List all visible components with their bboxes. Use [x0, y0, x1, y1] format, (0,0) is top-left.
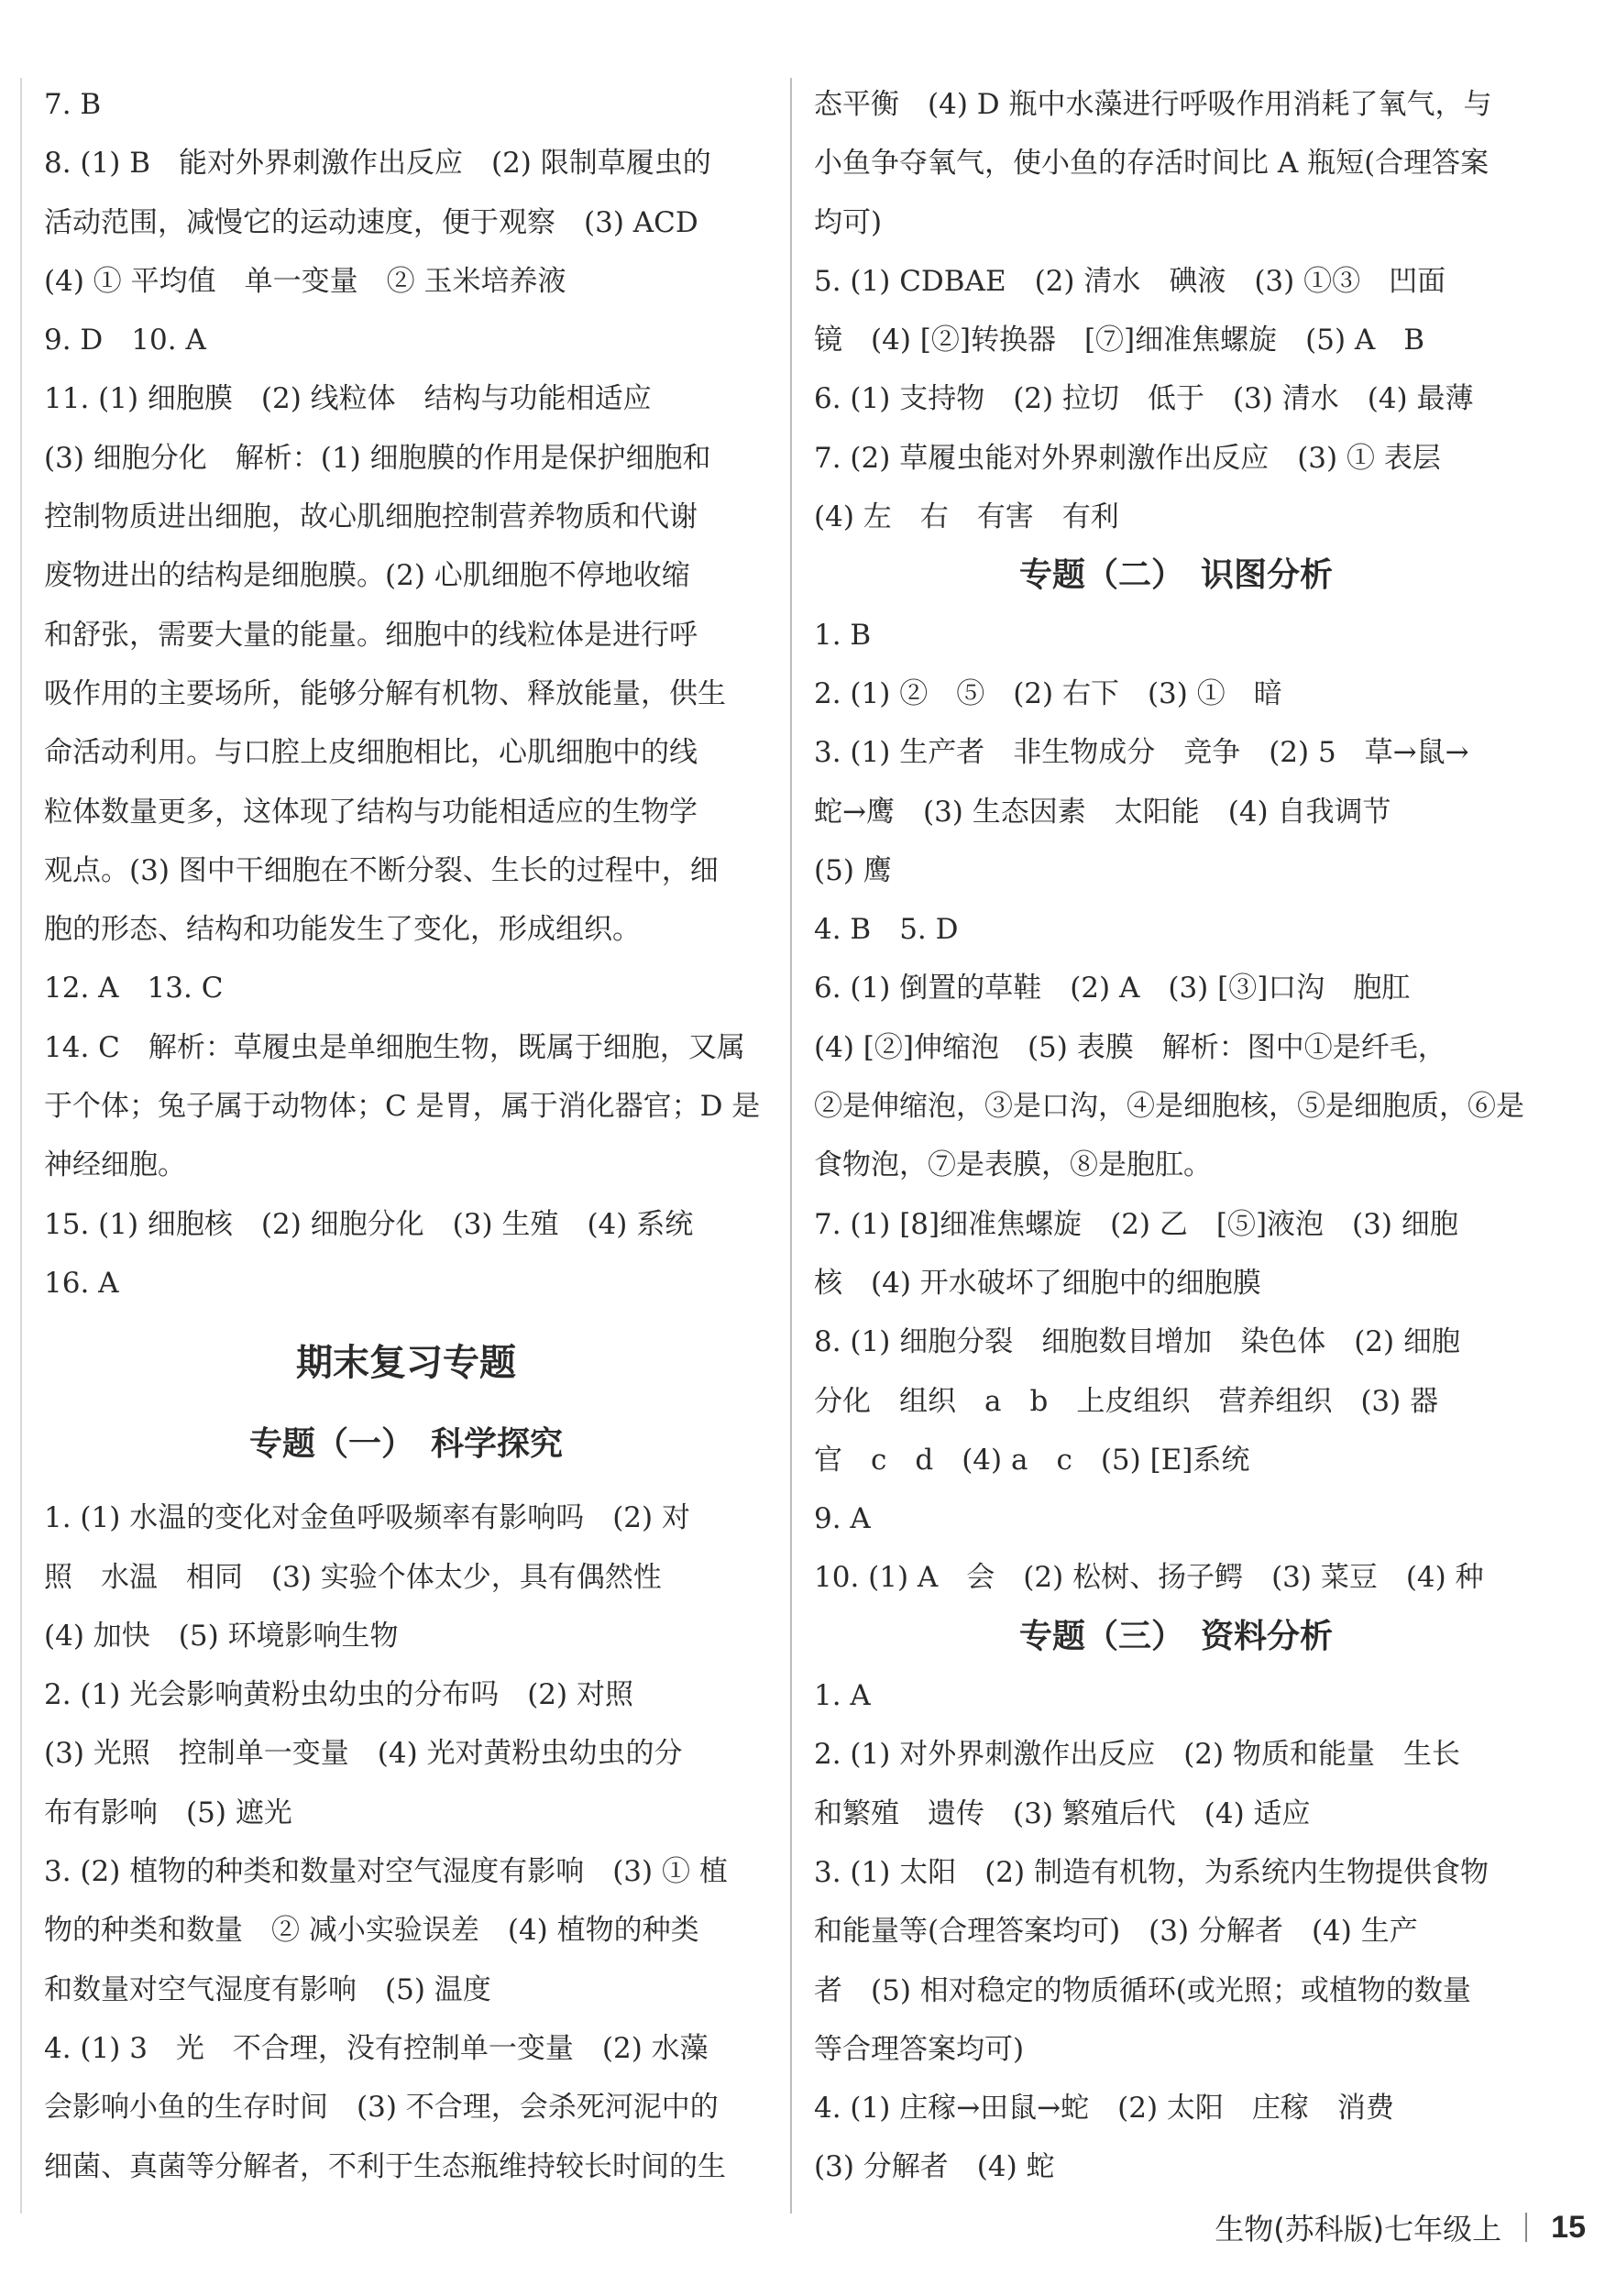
- answer-line: 3. (1) 生产者 非生物成分 竞争 (2) 5 草→鼠→: [814, 736, 1469, 770]
- answer-line: 会影响小鱼的生存时间 (3) 不合理，会杀死河泥中的: [44, 2091, 719, 2125]
- answer-line: 16. A: [44, 1266, 119, 1300]
- answer-line: 观点。(3) 图中干细胞在不断分裂、生长的过程中，细: [44, 853, 719, 887]
- answer-line: 7. (2) 草履虫能对外界刺激作出反应 (3) ① 表层: [814, 441, 1441, 475]
- column-divider: [790, 78, 792, 2214]
- answer-line: 均可): [814, 205, 883, 239]
- section-title: 期末复习专题: [296, 1342, 516, 1385]
- answer-line: 11. (1) 细胞膜 (2) 线粒体 结构与功能相适应: [44, 382, 652, 416]
- answer-line: 布有影响 (5) 遮光: [44, 1796, 292, 1829]
- answer-line: 12. A 13. C: [44, 972, 224, 1005]
- page-number: 15: [1551, 2209, 1586, 2245]
- answer-line: 命活动利用。与口腔上皮细胞相比，心肌细胞中的线: [44, 736, 698, 770]
- answer-line: 1. A: [814, 1679, 871, 1713]
- answer-line: 6. (1) 倒置的草鞋 (2) A (3) [③]口沟 胞肛: [814, 972, 1411, 1005]
- answer-line: 神经细胞。: [44, 1148, 186, 1182]
- answer-line: (4) ① 平均值 单一变量 ② 玉米培养液: [44, 264, 566, 298]
- answer-line: 2. (1) ② ⑤ (2) 右下 (3) ① 暗: [814, 676, 1282, 710]
- answer-line: 5. (1) CDBAE (2) 清水 碘液 (3) ①③ 凹面: [814, 264, 1446, 298]
- answer-line: 控制物质进出细胞，故心肌细胞控制营养物质和代谢: [44, 500, 698, 534]
- answer-line: (4) [②]伸缩泡 (5) 表膜 解析：图中①是纤毛，: [814, 1030, 1446, 1064]
- answer-line: 1. (1) 水温的变化对金鱼呼吸频率有影响吗 (2) 对: [44, 1501, 690, 1535]
- answer-line: 1. B: [814, 618, 872, 652]
- answer-line: 4. (1) 庄稼→田鼠→蛇 (2) 太阳 庄稼 消费: [814, 2092, 1394, 2126]
- left-column: [44, 75, 768, 2196]
- answer-line: 2. (1) 光会影响黄粉虫幼虫的分布吗 (2) 对照: [44, 1678, 633, 1712]
- answer-line: 蛇→鹰 (3) 生态因素 太阳能 (4) 自我调节: [814, 795, 1391, 829]
- answer-line: 细菌、真菌等分解者，不利于生态瓶维持较长时间的生: [44, 2149, 726, 2183]
- answer-line: 食物泡，⑦是表膜，⑧是胞肛。: [814, 1148, 1212, 1182]
- topic-heading: 专题（三） 资料分析: [1018, 1617, 1333, 1655]
- footer-separator: [1525, 2213, 1527, 2242]
- right-column: [814, 75, 1538, 2197]
- answer-line: (4) 加快 (5) 环境影响生物: [44, 1619, 399, 1653]
- answer-line: 7. (1) [8]细准焦螺旋 (2) 乙 [⑤]液泡 (3) 细胞: [814, 1207, 1458, 1241]
- answer-line: 和数量对空气湿度有影响 (5) 温度: [44, 1972, 491, 2006]
- answer-line: 核 (4) 开水破坏了细胞中的细胞膜: [814, 1266, 1261, 1300]
- answer-line: 和能量等(合理答案均可) (3) 分解者 (4) 生产: [814, 1915, 1418, 1949]
- answer-line: 分化 组织 a b 上皮组织 营养组织 (3) 器: [814, 1384, 1439, 1418]
- answer-line: 15. (1) 细胞核 (2) 细胞分化 (3) 生殖 (4) 系统: [44, 1207, 694, 1241]
- answer-line: 4. B 5. D: [814, 913, 959, 947]
- page-footer: [1155, 2204, 1586, 2250]
- answer-line: ②是伸缩泡，③是口沟，④是细胞核，⑤是细胞质，⑥是: [814, 1090, 1524, 1124]
- topic-heading: 专题（一） 科学探究: [248, 1425, 563, 1464]
- answer-line: 9. A: [814, 1502, 871, 1536]
- answer-line: (3) 细胞分化 解析：(1) 细胞膜的作用是保护细胞和: [44, 441, 711, 475]
- answer-line: 8. (1) 细胞分裂 细胞数目增加 染色体 (2) 细胞: [814, 1325, 1460, 1359]
- answer-line: (4) 左 右 有害 有利: [814, 500, 1119, 534]
- answer-line: 3. (2) 植物的种类和数量对空气湿度有影响 (3) ① 植: [44, 1855, 728, 1889]
- answer-line: 活动范围，减慢它的运动速度，便于观察 (3) ACD: [44, 205, 698, 239]
- answer-line: 镜 (4) [②]转换器 [⑦]细准焦螺旋 (5) A B: [814, 324, 1425, 357]
- topic-heading: 专题（二） 识图分析: [1018, 556, 1333, 595]
- answer-line: 废物进出的结构是细胞膜。(2) 心肌细胞不停地收缩: [44, 559, 690, 593]
- page-edge-line: [20, 78, 22, 2214]
- answer-line: (3) 光照 控制单一变量 (4) 光对黄粉虫幼虫的分: [44, 1737, 683, 1771]
- answer-line: 和繁殖 遗传 (3) 繁殖后代 (4) 适应: [814, 1796, 1311, 1830]
- answer-line: 9. D 10. A: [44, 324, 206, 357]
- answer-line: 和舒张，需要大量的能量。细胞中的线粒体是进行呼: [44, 618, 698, 652]
- answer-line: 胞的形态、结构和功能发生了变化，形成组织。: [44, 913, 641, 947]
- answer-line: 粒体数量更多，这体现了结构与功能相适应的生物学: [44, 795, 698, 829]
- answer-line: 14. C 解析：草履虫是单细胞生物，既属于细胞，又属: [44, 1030, 745, 1064]
- answer-line: 2. (1) 对外界刺激作出反应 (2) 物质和能量 生长: [814, 1738, 1460, 1772]
- answer-line: 4. (1) 3 光 不合理，没有控制单一变量 (2) 水藻: [44, 2031, 709, 2065]
- answer-line: 10. (1) A 会 (2) 松树、扬子鳄 (3) 菜豆 (4) 种: [814, 1561, 1484, 1595]
- footer-subject: 生物(苏科版)七年级上: [1215, 2212, 1502, 2247]
- answer-line: 7. B: [44, 88, 102, 121]
- answer-line: 照 水温 相同 (3) 实验个体太少，具有偶然性: [44, 1560, 662, 1594]
- answer-line: 态平衡 (4) D 瓶中水藻进行呼吸作用消耗了氧气，与: [814, 88, 1492, 121]
- answer-line: 者 (5) 相对稳定的物质循环(或光照；或植物的数量: [814, 1973, 1471, 2007]
- answer-line: 6. (1) 支持物 (2) 拉切 低于 (3) 清水 (4) 最薄: [814, 382, 1474, 416]
- answer-line: (3) 分解者 (4) 蛇: [814, 2150, 1055, 2184]
- answer-line: 小鱼争夺氧气，使小鱼的存活时间比 A 瓶短(合理答案: [814, 147, 1490, 181]
- answer-line: 官 c d (4) a c (5) [E]系统: [814, 1443, 1250, 1477]
- answer-line: (5) 鹰: [814, 853, 892, 887]
- answer-line: 3. (1) 太阳 (2) 制造有机物，为系统内生物提供食物: [814, 1855, 1489, 1889]
- answer-line: 于个体；兔子属于动物体；C 是胃，属于消化器官；D 是: [44, 1090, 761, 1124]
- answer-line: 等合理答案均可): [814, 2032, 1025, 2066]
- answer-line: 吸作用的主要场所，能够分解有机物、释放能量，供生: [44, 676, 726, 710]
- answer-line: 物的种类和数量 ② 减小实验误差 (4) 植物的种类: [44, 1914, 699, 1948]
- answer-line: 8. (1) B 能对外界刺激作出反应 (2) 限制草履虫的: [44, 147, 711, 181]
